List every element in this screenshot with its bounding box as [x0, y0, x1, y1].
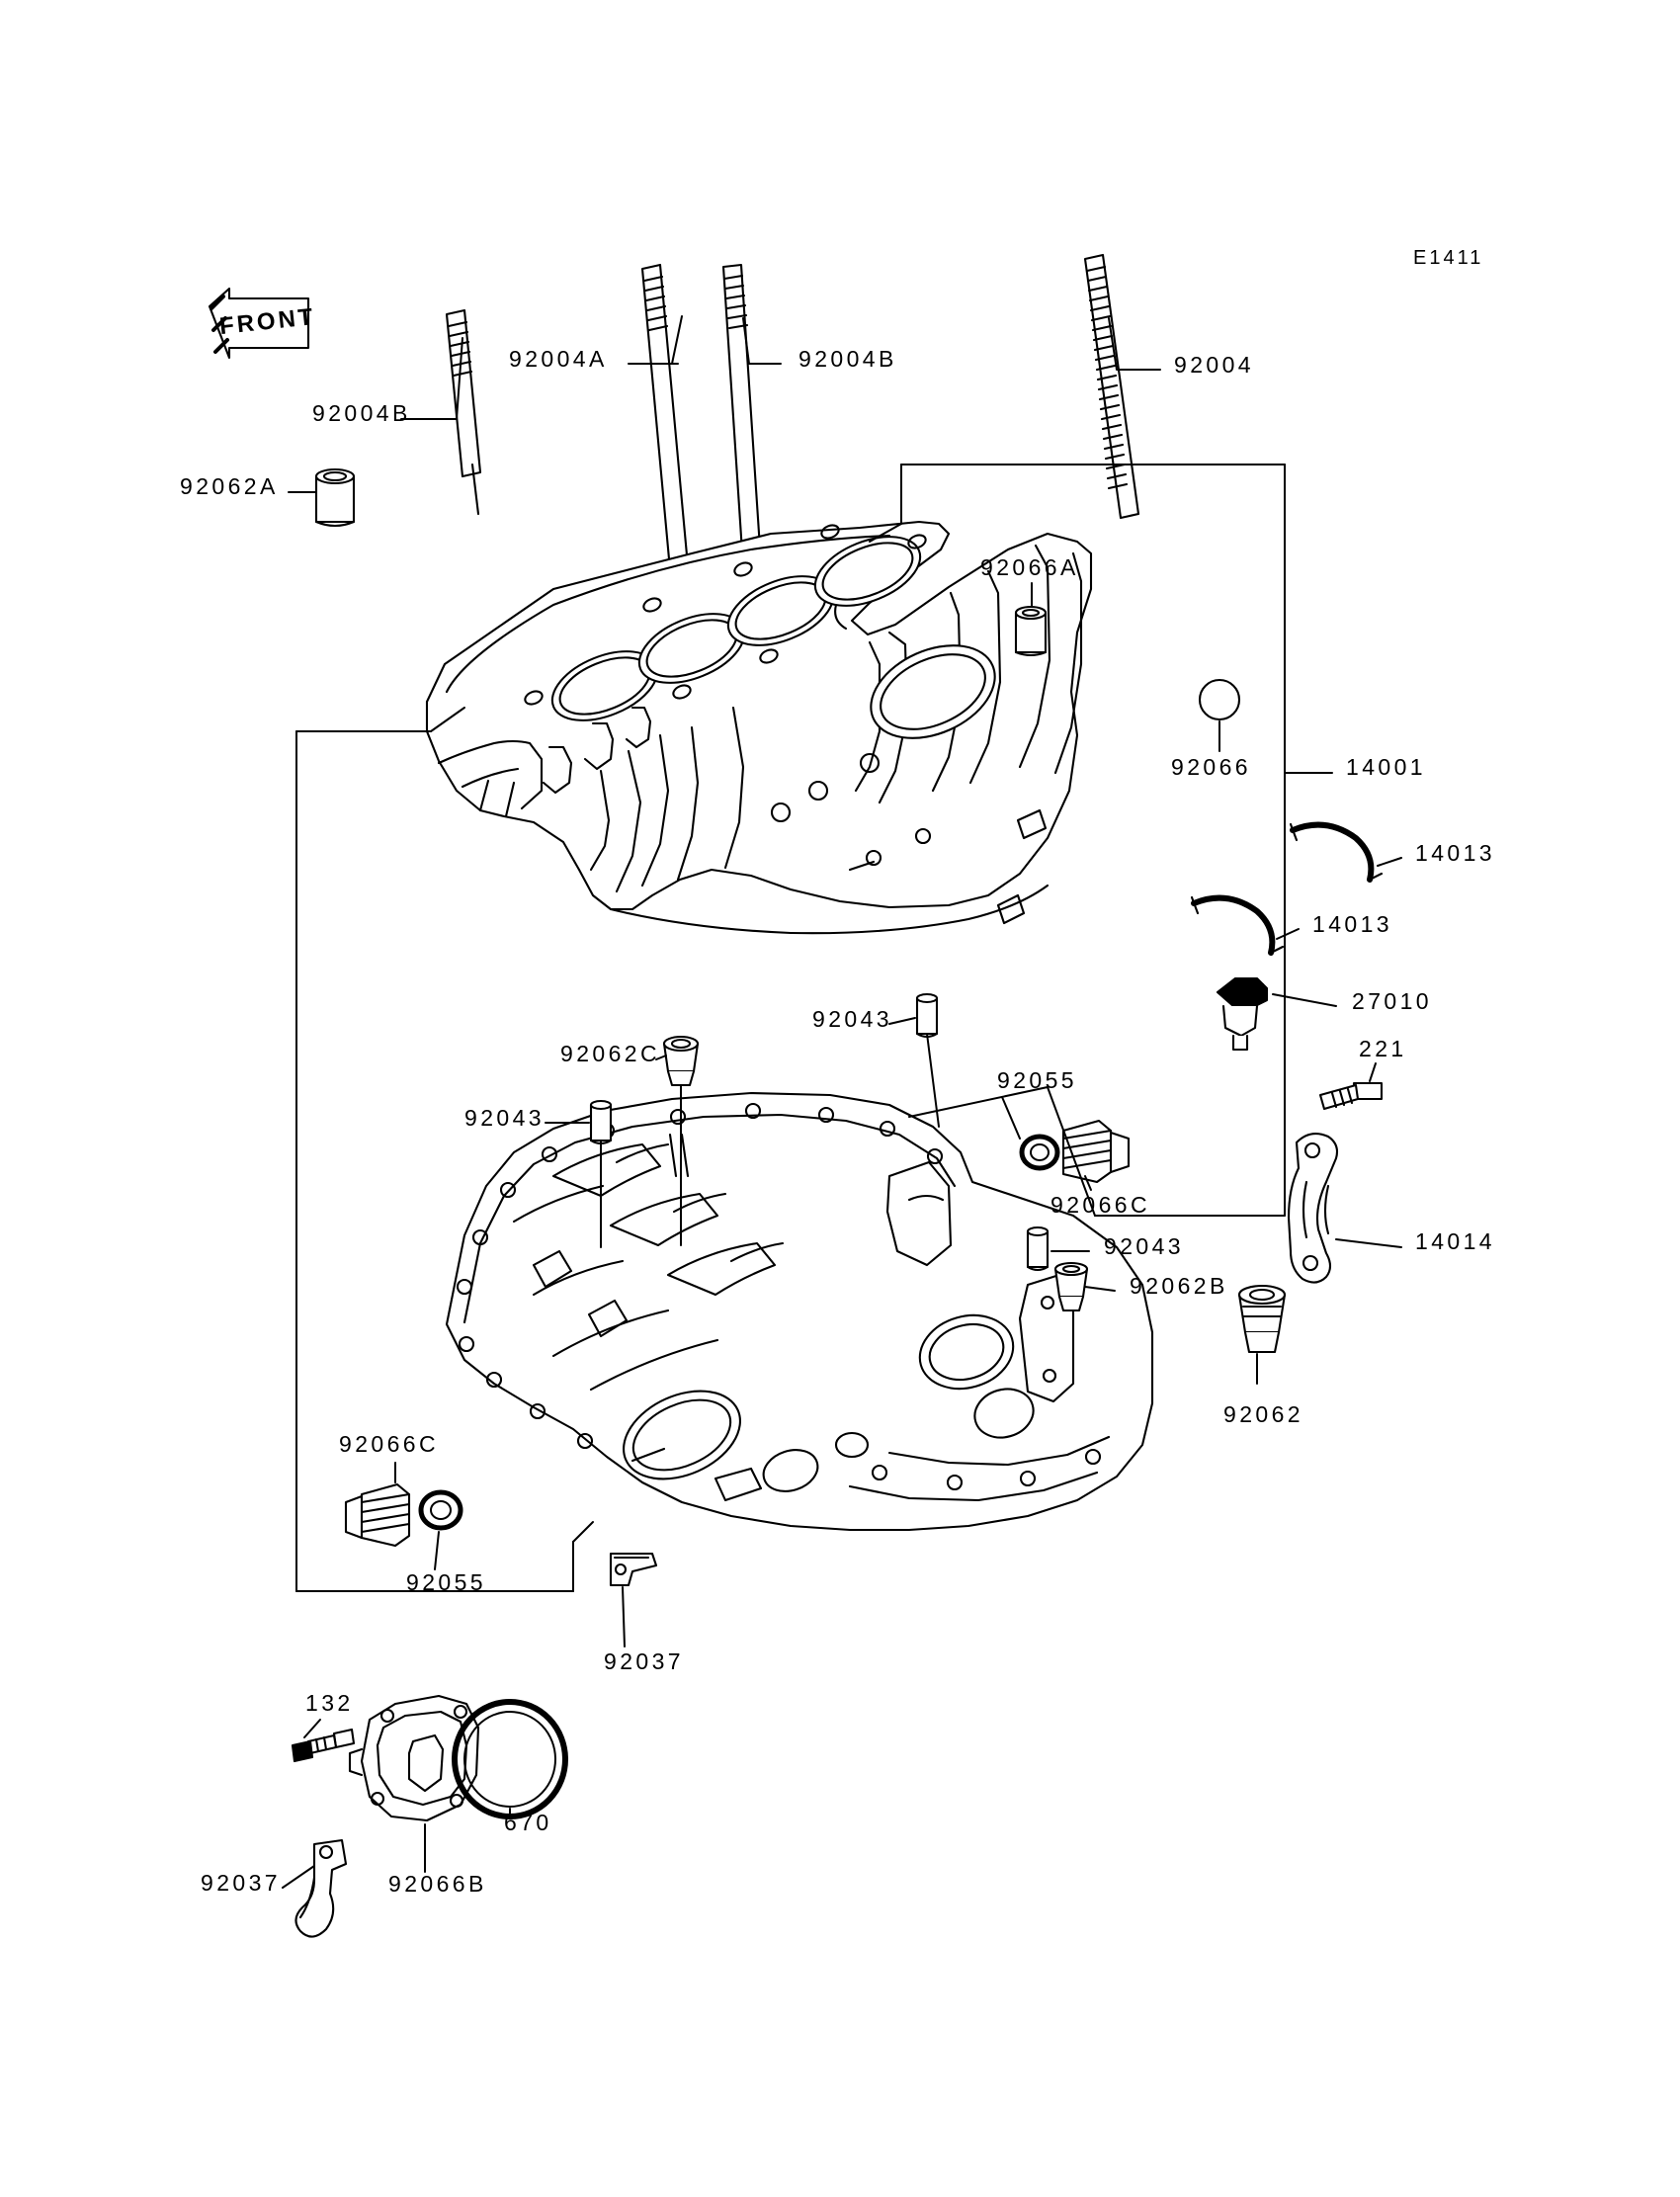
- label-92043-top: 92043: [812, 1006, 892, 1032]
- part-92066A-plug: [1016, 607, 1046, 655]
- part-14013-clip-upper: [1291, 824, 1382, 880]
- part-92043-pin-left: [591, 1101, 611, 1143]
- label-92062A: 92062A: [180, 473, 279, 499]
- part-92043-pin-right: [1028, 1227, 1048, 1270]
- diagram-code: E1411: [1413, 247, 1484, 269]
- part-14014-bracket: [1289, 1134, 1337, 1282]
- label-14013-upper: 14013: [1415, 840, 1495, 866]
- label-92062C: 92062C: [560, 1041, 660, 1066]
- label-14001: 14001: [1346, 754, 1426, 780]
- label-14013-lower: 14013: [1312, 911, 1392, 937]
- label-92055-left: 92055: [406, 1569, 486, 1595]
- label-92043-right: 92043: [1104, 1233, 1184, 1259]
- stud-bolt-92004B-left: [447, 310, 480, 514]
- part-92062A-sleeve: [316, 469, 354, 526]
- label-92043-left: 92043: [464, 1105, 545, 1131]
- label-132: 132: [305, 1690, 354, 1716]
- part-92043-pin-top: [917, 994, 937, 1037]
- part-92055-oring-left: [421, 1492, 461, 1528]
- label-92004B-left: 92004B: [312, 400, 411, 426]
- part-92037-clamp-left: [295, 1840, 346, 1937]
- part-221-screw: [1320, 1083, 1382, 1109]
- part-92066C-plug-left: [346, 1484, 409, 1546]
- part-132-bolt: [293, 1730, 354, 1761]
- label-670: 670: [504, 1810, 552, 1835]
- label-92066B: 92066B: [388, 1871, 487, 1897]
- front-label: FRONT: [217, 302, 317, 341]
- upper-crankcase-14001: [427, 522, 1091, 933]
- label-27010: 27010: [1352, 988, 1432, 1014]
- label-92066: 92066: [1171, 754, 1251, 780]
- label-92055-right: 92055: [997, 1067, 1077, 1093]
- label-92037-center: 92037: [604, 1648, 684, 1674]
- label-92037-left: 92037: [201, 1870, 281, 1896]
- label-92004A: 92004A: [509, 346, 608, 372]
- part-27010-switch: [1218, 978, 1267, 1050]
- part-92062C-plug: [664, 1037, 698, 1085]
- part-92055-oring-right: [1022, 1137, 1057, 1168]
- part-92066-ball: [1200, 680, 1239, 719]
- label-92062B: 92062B: [1130, 1273, 1228, 1299]
- label-92066C-left: 92066C: [339, 1431, 439, 1457]
- front-orientation-badge: [198, 285, 318, 362]
- part-92062-plug-large: [1239, 1286, 1285, 1352]
- label-92066A: 92066A: [980, 554, 1079, 580]
- part-92066B-breather-cover: [350, 1696, 478, 1820]
- part-92066C-plug-right: [1063, 1121, 1129, 1182]
- label-92066C-right: 92066C: [1050, 1192, 1150, 1218]
- stud-bolt-92004: [1085, 255, 1138, 518]
- part-92037-clamp-center: [611, 1554, 656, 1585]
- label-92004B-top: 92004B: [798, 346, 897, 372]
- label-14014: 14014: [1415, 1228, 1495, 1254]
- part-14013-clip-lower: [1192, 897, 1283, 953]
- label-92004: 92004: [1174, 352, 1254, 378]
- label-221: 221: [1359, 1036, 1407, 1061]
- label-92062: 92062: [1223, 1401, 1303, 1427]
